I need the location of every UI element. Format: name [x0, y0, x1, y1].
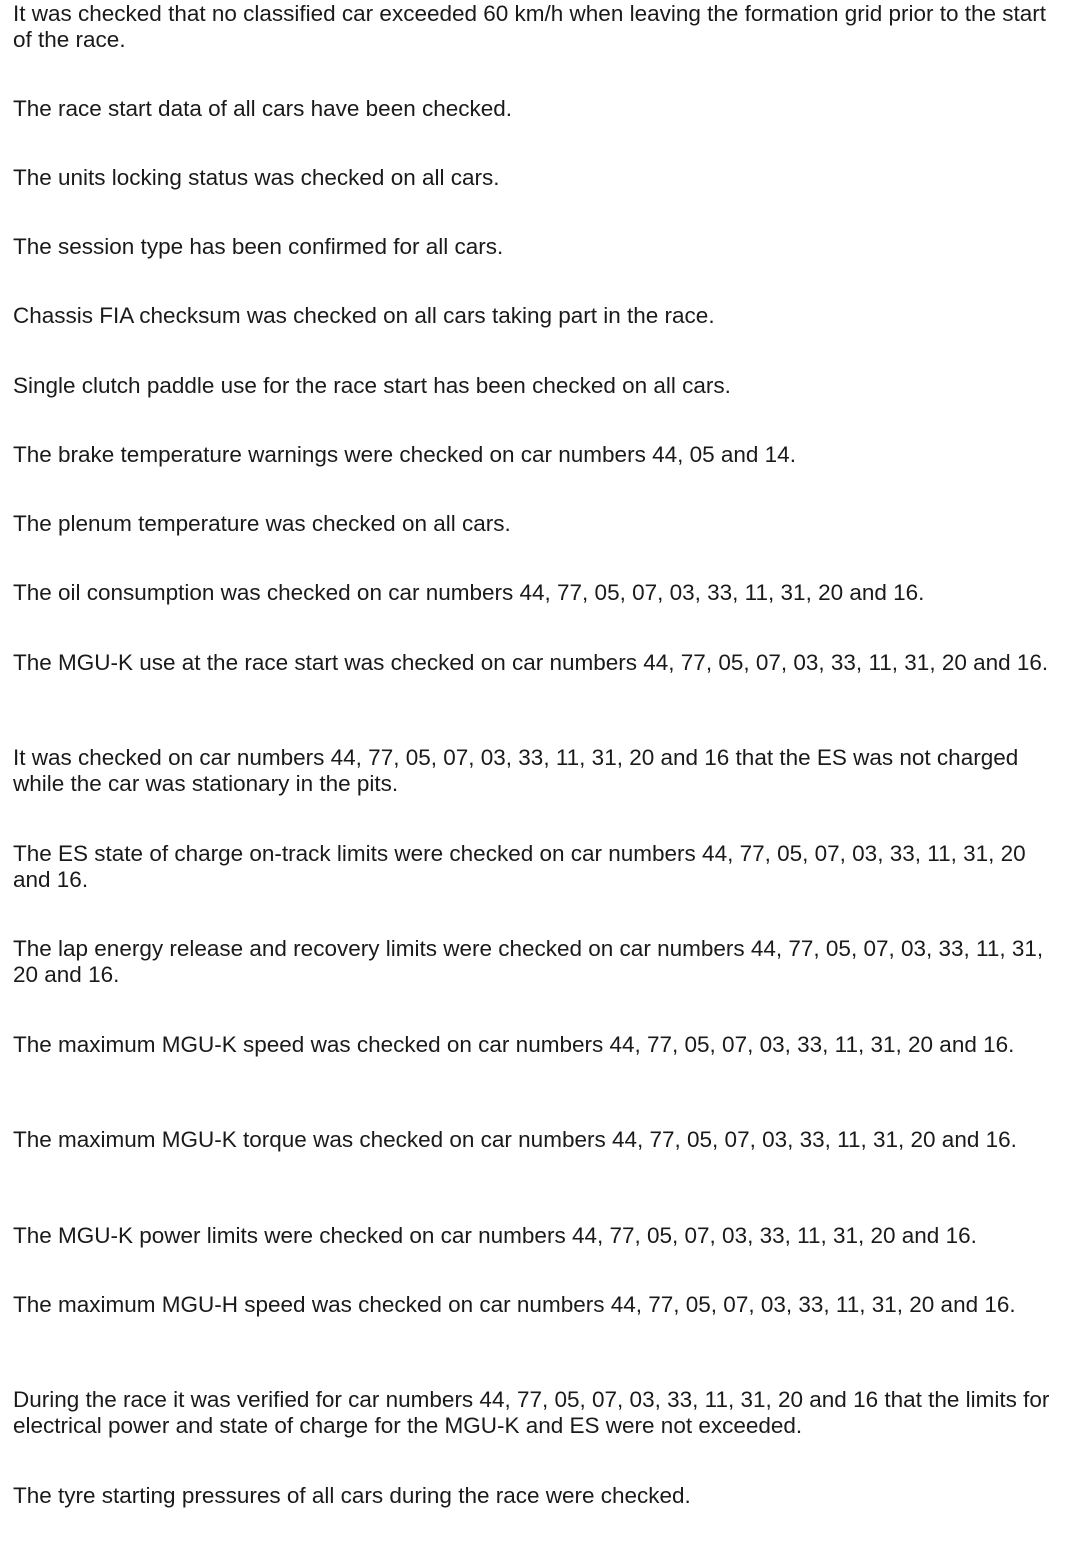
paragraph-plenum-temperature: The plenum temperature was checked on all cars.: [13, 511, 511, 536]
paragraph-electrical-power-limits: During the race it was verified for car numbers 44, 77, 05, 07, 03, 33, 11, 31, 20 and 16 that the limits for electrical power and state of charge for the MGU-K and ES were not exceeded.: [13, 1387, 1050, 1438]
paragraph-tyre-pressures: The tyre starting pressures of all cars during the race were checked.: [13, 1483, 691, 1508]
paragraph-mguk-speed: The maximum MGU-K speed was checked on car numbers 44, 77, 05, 07, 03, 33, 11, 31, 20 and 16.: [13, 1032, 1015, 1057]
paragraph-mguk-power: The MGU-K power limits were checked on car numbers 44, 77, 05, 07, 03, 33, 11, 31, 20 and 16.: [13, 1223, 977, 1248]
paragraph-mguh-speed: The maximum MGU-H speed was checked on car numbers 44, 77, 05, 07, 03, 33, 11, 31, 20 and 16.: [13, 1292, 1016, 1317]
paragraph-clutch-paddle: Single clutch paddle use for the race start has been checked on all cars.: [13, 373, 731, 398]
paragraph-es-state-of-charge: The ES state of charge on-track limits were checked on car numbers 44, 77, 05, 07, 03, 33, 11, 31, 20 and 16.: [13, 841, 1026, 892]
paragraph-oil-consumption: The oil consumption was checked on car numbers 44, 77, 05, 07, 03, 33, 11, 31, 20 and 16.: [13, 580, 925, 605]
paragraph-chassis-checksum: Chassis FIA checksum was checked on all cars taking part in the race.: [13, 303, 715, 328]
paragraph-mguk-race-start: The MGU-K use at the race start was checked on car numbers 44, 77, 05, 07, 03, 33, 11, 31, 20 and 16.: [13, 650, 1049, 675]
paragraph-mguk-torque: The maximum MGU-K torque was checked on car numbers 44, 77, 05, 07, 03, 33, 11, 31, 20 and 16.: [13, 1127, 1017, 1152]
paragraph-brake-temperature: The brake temperature warnings were checked on car numbers 44, 05 and 14.: [13, 442, 796, 467]
paragraph-units-locking: The units locking status was checked on all cars.: [13, 165, 500, 190]
paragraph-lap-energy: The lap energy release and recovery limits were checked on car numbers 44, 77, 05, 07, 03, 33, 11, 31, 20 and 16.: [13, 936, 1044, 987]
paragraph-formation-grid-speed: It was checked that no classified car exceeded 60 km/h when leaving the formation grid prior to the start of the race.: [13, 1, 1047, 52]
paragraph-session-type: The session type has been confirmed for all cars.: [13, 234, 504, 259]
paragraph-es-not-charged: It was checked on car numbers 44, 77, 05, 07, 03, 33, 11, 31, 20 and 16 that the ES was not charged while the car was stationary in the pits.: [13, 745, 1019, 796]
paragraph-race-start-data: The race start data of all cars have been checked.: [13, 96, 513, 121]
